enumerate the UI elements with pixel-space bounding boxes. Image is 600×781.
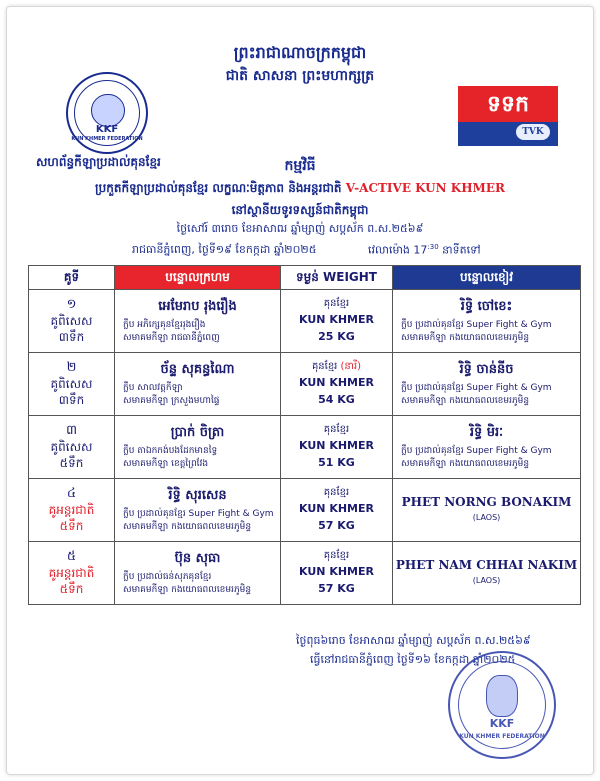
header-red-corner: បន្ទោលក្រហម — [115, 266, 281, 290]
program-time: វេលាម៉ោង $17^{:30}$ នាទីតទៅ — [368, 243, 481, 257]
header-weight: ទម្ងន់ WEIGHT — [281, 266, 393, 290]
kingdom-title: ព្រះរាជាណាចក្រកម្ពុជា — [233, 43, 367, 62]
red-fighter-name: រិទ្ធិ សុរសេន — [168, 487, 227, 503]
red-fighter-name: ប្រាក់ ចិត្រា — [170, 424, 225, 440]
federation-name: សហព័ន្ធកីឡាប្រដាល់គុនខ្មែរ — [36, 155, 161, 169]
federation-logo: KKF KUN KHMER FEDERATION — [66, 72, 148, 154]
table-row: ១ គូពិសេស ៣ទឹក អេមែរាប រុងរឿង ក្លឹប អភិក្សេគុនខ្មែររុងរឿង សមាគមកីឡា រាជធានីភ្នំពេញ គុនខ្មែរ KUN KHMER 25 KG រិទ្ធិ ចៅខេះ ក្លឹប ប្រដាល់គុនខ្មែរ Super Fight & Gym សមាគមកីឡា កងយោធពលខេមរភូមិន្ទ — [29, 290, 581, 353]
blue-fighter-name: រិទ្ធិ ចាន់នីច — [459, 361, 514, 377]
red-fighter-name: ច័ន្ទ សុគន្ធណៃា — [160, 361, 235, 377]
footer-solar-date: ធ្វើនៅរាជធានីភ្នំពេញ ថ្ងៃទី១៦ ខែកក្កដា ឆ្នាំ២០២៥ — [310, 653, 516, 666]
blue-fighter-name: PHET NAM CHHAI NAKIM — [395, 557, 578, 572]
table-row: ២ គូពិសេស ៣ទឹក ច័ន្ទ សុគន្ធណៃា ក្លឹប សាលវត្តកីឡា សមាគមកីឡា ក្រសួងមហាផ្ទៃ គុនខ្មែរ (នារី) KUN KHMER 54 KG រិទ្ធិ ចាន់នីច ក្លឹប ប្រដាល់គុនខ្មែរ Super Fight & Gym សមាគមកីឡា កងយោធពលខេមរភូមិន្ទ — [29, 353, 581, 416]
fight-card-table — [28, 265, 581, 605]
header-blue-corner: បន្ទោលខៀវ — [393, 266, 581, 290]
red-fighter-name: អេមែរាប រុងរឿង — [158, 298, 237, 314]
blue-fighter-name: PHET NORNG BONAKIM — [401, 494, 572, 509]
blue-fighter-name: រិទ្ធិ ចៅខេះ — [460, 298, 513, 314]
table-row: ៤ គូអន្តរជាតិ ៥ទឹក រិទ្ធិ សុរសេន ក្លឹប ប្រដាល់គុនខ្មែរ Super Fight & Gym សមាគមកីឡា កងយោធពលខេមរភូមិន្ទ គុនខ្មែរ KUN KHMER 57 KG PHET NORNG BONAKIM (LAOS) — [29, 479, 581, 542]
table-row: ៥ គូអន្តរជាតិ ៥ទឹក ប៊ុន សុធា ក្លឹប ប្រដាល់ធន់សុភគុនខ្មែរ សមាគមកីឡា កងយោធពលខេមរភូមិន្ទ គុនខ្មែរ KUN KHMER 57 KG PHET NAM CHHAI NAKIM (LAOS) — [29, 542, 581, 605]
blue-fighter-name: រិទ្ធិ មិរៈ — [469, 424, 504, 440]
header-pair: គូទី — [29, 266, 115, 290]
program-date: រាជធានីភ្នំពេញ, ថ្ងៃទី១៩ ខែកក្កដា ឆ្នាំ២០២៥ — [132, 243, 317, 256]
event-brand: V-ACTIVE KUN KHMER — [345, 181, 505, 195]
program-line-1: ប្រកួតកីឡាប្រដាល់គុនខ្មែរ លក្ខណៈមិត្តភាព និងអន្តរជាតិ V-ACTIVE KUN KHMER — [95, 181, 505, 195]
tvk-logo: ទទក TVK — [458, 86, 558, 146]
program-venue: នៅស្ថានីយទូរទស្សន៍ជាតិកម្ពុជា — [231, 203, 369, 217]
female-tag: (នារី) — [340, 361, 362, 372]
national-motto: ជាតិ សាសនា ព្រះមហាក្សត្រ — [225, 68, 375, 84]
federation-seal: KKF KUN KHMER FEDERATION — [448, 651, 556, 759]
footer-lunar-date: ថ្ងៃពុធ៦រោច ខែអាសាឍ ឆ្នាំម្សាញ់ សប្តស័ក ព.ស.២៥៦៩ — [296, 634, 531, 647]
red-fighter-name: ប៊ុន សុធា — [174, 550, 221, 566]
table-row: ៣ គូពិសេស ៥ទឹក ប្រាក់ ចិត្រា ក្លឹប តាឯកកង់បងដែកមានទ្វៃ សមាគមកីឡា ខេត្តព្រៃវែង គុនខ្មែរ KUN KHMER 51 KG រិទ្ធិ មិរៈ ក្លឹប ប្រដាល់គុនខ្មែរ Super Fight & Gym សមាគមកីឡា កងយោធពលខេមរភូមិន្ទ — [29, 416, 581, 479]
program-lunar-date: ថ្ងៃសៅរ៍ ៣រោច ខែអាសាឍ ឆ្នាំម្សាញ់ សប្តស័ក ព.ស.២៥៦៩ — [176, 222, 424, 235]
program-title: កម្មវិធី — [284, 158, 316, 174]
